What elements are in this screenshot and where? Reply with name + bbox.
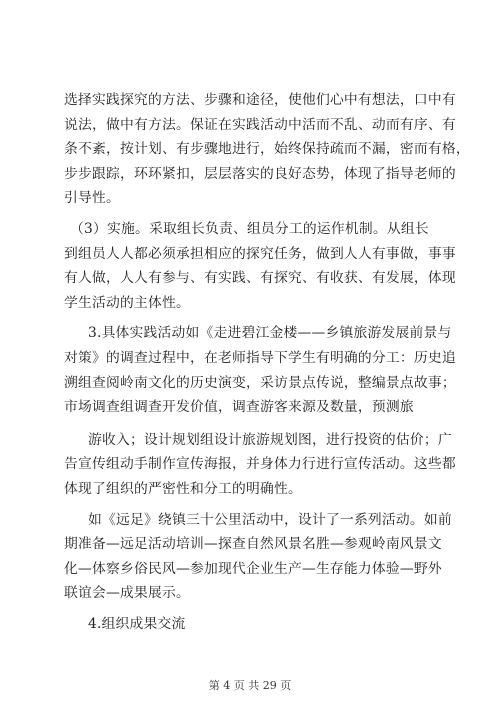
text-line: 联谊会—成果展示。 (64, 585, 190, 602)
text-line: 如《远足》绕镇三十公里活动中，设计了一系列活动。如前 (88, 511, 452, 528)
text-line: 市场调查组调查开发价值，调查游客来源及数量，预测旅 (64, 399, 414, 416)
text-line: 3.具体实践活动如《走进碧江金楼——乡镇旅游发展前景与 (88, 325, 452, 342)
text-line: 告宣传组动手制作宣传海报，并身体力行进行宣传活动。这些都 (64, 456, 456, 473)
text-line: 步步跟踪，环环紧扣，层层落实的良好态势，体现了指导老师的 (64, 165, 456, 182)
text-line: 有人做，人人有参与、有实践、有探究、有收获、有发展，体现 (64, 270, 456, 287)
text-line: 引导性。 (64, 190, 120, 207)
text-line: 说法，做中有方法。保证在实践活动中活而不乱、动而有序、有 (64, 116, 456, 133)
text-line: （3）实施。采取组长负责、组员分工的运作机制。从组长 (70, 220, 429, 237)
text-line: 游收入；设计规划组设计旅游规划图，进行投资的估价；广 (88, 431, 452, 448)
text-line: 体现了组织的严密性和分工的明确性。 (64, 480, 302, 497)
text-line: 条不紊，按计划、有步骤地进行，始终保持疏而不漏，密而有格， (64, 141, 470, 158)
text-line: 选择实践探究的方法、步骤和途径，使他们心中有想法，口中有 (64, 92, 456, 108)
section-heading: 4.组织成果交流 (88, 615, 186, 632)
text-line: 化—体察乡俗民风—参加现代企业生产—生存能力体验—野外 (64, 560, 442, 577)
document-body (64, 88, 470, 636)
text-line: 到组员人人都必须承担相应的探究任务，做到人人有事做，事事 (64, 245, 456, 262)
text-line: 学生活动的主体性。 (64, 294, 190, 311)
text-line: 溯组查阅岭南文化的历史演变，采访景点传说，整编景点故事； (64, 374, 456, 391)
text-line: 期准备—远足活动培训—探查自然风景名胜—参观岭南风景文 (64, 536, 442, 553)
page-footer: 第 4 页 共 29 页 (208, 679, 292, 692)
text-line: 对策》的调查过程中，在老师指导下学生有明确的分工：历史追 (64, 349, 456, 366)
